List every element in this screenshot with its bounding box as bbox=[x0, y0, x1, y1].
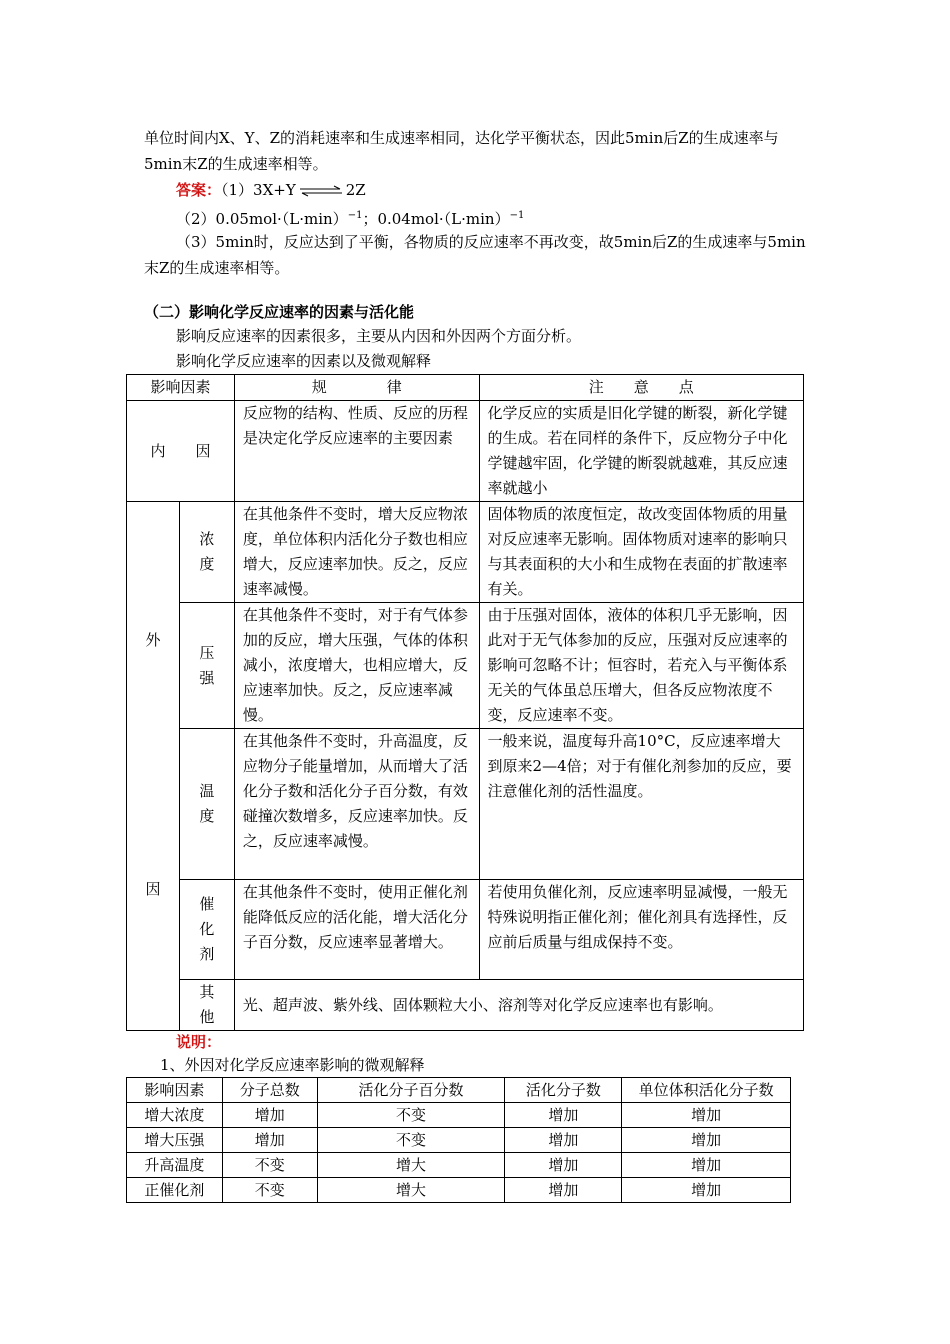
header-activated-percent: 活化分子百分数 bbox=[317, 1078, 505, 1103]
note-cell: 若使用负催化剂，反应速率明显减慢，一般无特殊说明指正催化剂；催化剂具有选择性，反应前后质量与组成保持不变。 bbox=[479, 880, 803, 980]
section-paragraph-1: 影响反应速率的因素很多，主要从内因和外因两个方面分析。 bbox=[176, 327, 582, 345]
rule-cell: 在其他条件不变时，使用正催化剂能降低反应的活化能，增大活化分子百分数，反应速率显著增大。 bbox=[234, 880, 479, 980]
table-cell: 增加 bbox=[622, 1178, 791, 1203]
table-cell: 不变 bbox=[317, 1103, 505, 1128]
factor-other bbox=[179, 980, 234, 1031]
factors-table bbox=[126, 374, 804, 1031]
inner-note: 化学反应的实质是旧化学键的断裂，新化学键的生成。若在同样的条件下，反应物分子中化学键越牢固，化学键的断裂就越难，其反应速率就越小 bbox=[479, 401, 803, 502]
table-cell: 增加 bbox=[505, 1178, 622, 1203]
header-factor: 影响因素 bbox=[127, 375, 235, 401]
section-heading: （二）影响化学反应速率的因素与活化能 bbox=[144, 303, 415, 321]
factor-pressure bbox=[179, 603, 234, 729]
table-cell: 增加 bbox=[622, 1153, 791, 1178]
table-row bbox=[127, 1178, 791, 1203]
header-activated-count: 活化分子数 bbox=[505, 1078, 622, 1103]
table-cell: 升高温度 bbox=[127, 1153, 223, 1178]
table-row bbox=[127, 880, 804, 980]
answer-label: 答案： bbox=[176, 181, 222, 199]
table-row-inner bbox=[127, 401, 804, 502]
factor-concentration bbox=[179, 502, 234, 603]
table-cell: 正催化剂 bbox=[127, 1178, 223, 1203]
note-cell: 固体物质的浓度恒定，故改变固体物质的用量对反应速率无影响。固体物质对速率的影响只与其表面积的大小和生成物在表面的扩散速率有关。 bbox=[479, 502, 803, 603]
outer-label-top: 外 bbox=[145, 631, 161, 649]
answer-rate-x-exponent: −1 bbox=[347, 210, 363, 221]
factor-temperature bbox=[179, 729, 234, 880]
rule-cell: 在其他条件不变时，升高温度，反应物分子能量增加，从而增大了活化分子数和活化分子百分数，有效碰撞次数增多，反应速率加快。反之，反应速率减慢。 bbox=[234, 729, 479, 880]
header-rule: 规 律 bbox=[234, 375, 479, 401]
table-cell: 不变 bbox=[222, 1153, 317, 1178]
table-cell: 增加 bbox=[505, 1128, 622, 1153]
explain-label: 说明： bbox=[176, 1033, 222, 1051]
factor-label: 压强 bbox=[199, 643, 215, 687]
inner-factor-label: 内 因 bbox=[127, 401, 235, 502]
table-header-row bbox=[127, 375, 804, 401]
intro-paragraph: 单位时间内X、Y、Z的消耗速率和生成速率相同，达化学平衡状态，因此5min后Z的生成速率与5min末Z的生成速率相等。 bbox=[144, 129, 779, 173]
factor-label: 浓度 bbox=[199, 530, 215, 573]
table-header-row bbox=[127, 1078, 791, 1103]
table-cell: 增大 bbox=[317, 1178, 505, 1203]
note-cell: 一般来说，温度每升高10°C，反应速率增大到原来2—4倍；对于有催化剂参加的反应，要注意催化剂的活性温度。 bbox=[479, 729, 803, 880]
table-row bbox=[127, 729, 804, 880]
note-cell: 由于压强对固体，液体的体积几乎无影响，因此对于无气体参加的反应，压强对反应速率的影响可忽略不计；恒容时，若充入与平衡体系无关的气体虽总压增大，但各反应物浓度不变，反应速率不变。 bbox=[479, 603, 803, 729]
table-cell: 增大 bbox=[317, 1153, 505, 1178]
answer-line-3: （3）5min时，反应达到了平衡，各物质的反应速率不再改变，故5min后Z的生成速率与5min末Z的生成速率相等。 bbox=[144, 233, 806, 277]
table-row bbox=[127, 603, 804, 729]
answer-line-2 bbox=[144, 203, 812, 232]
table-cell: 不变 bbox=[317, 1128, 505, 1153]
inner-rule: 反应物的结构、性质、反应的历程是决定化学反应速率的主要因素 bbox=[234, 401, 479, 502]
factor-label: 其他 bbox=[199, 983, 215, 1026]
table-cell: 增加 bbox=[505, 1103, 622, 1128]
table-cell: 不变 bbox=[222, 1178, 317, 1203]
table-cell: 增加 bbox=[622, 1128, 791, 1153]
answer-equation-right: 2Z bbox=[345, 181, 366, 199]
table-row bbox=[127, 1103, 791, 1128]
rule-cell: 在其他条件不变时，增大反应物浓度，单位体积内活化分子数也相应增大，反应速率加快。反之，反应速率减慢。 bbox=[234, 502, 479, 603]
outer-label-bottom: 因 bbox=[145, 880, 161, 898]
header-note: 注 意 点 bbox=[479, 375, 803, 401]
table-caption: 影响化学反应速率的因素以及微观解释 bbox=[176, 352, 432, 370]
answer-equation-left: （1）3X+Y bbox=[221, 181, 296, 199]
header-total-molecules: 分子总数 bbox=[222, 1078, 317, 1103]
answer-rate-x: （2）0.05mol·（L·min） bbox=[176, 210, 348, 228]
table-cell: 增大浓度 bbox=[127, 1103, 223, 1128]
factor-catalyst bbox=[179, 880, 234, 980]
table-cell: 增加 bbox=[222, 1128, 317, 1153]
equilibrium-arrow-icon bbox=[298, 185, 344, 197]
table-cell: 增加 bbox=[505, 1153, 622, 1178]
answer-line-1 bbox=[144, 177, 812, 203]
micro-explanation-table bbox=[126, 1077, 791, 1203]
answer-rate-y: ；0.04mol·（L·min） bbox=[362, 210, 510, 228]
factor-label: 催化剂 bbox=[199, 895, 215, 963]
table-row bbox=[127, 502, 804, 603]
header-activated-per-volume: 单位体积活化分子数 bbox=[622, 1078, 791, 1103]
table-row bbox=[127, 980, 804, 1031]
explain-subtitle: 1、外因对化学反应速率影响的微观解释 bbox=[160, 1056, 425, 1074]
outer-factor-cell bbox=[127, 502, 180, 1031]
rule-cell-other: 光、超声波、紫外线、固体颗粒大小、溶剂等对化学反应速率也有影响。 bbox=[234, 980, 803, 1031]
answer-rate-y-exponent: −1 bbox=[509, 210, 525, 221]
factor-label: 温度 bbox=[199, 782, 215, 825]
table-cell: 增大压强 bbox=[127, 1128, 223, 1153]
table-row bbox=[127, 1128, 791, 1153]
table-cell: 增加 bbox=[622, 1103, 791, 1128]
header-factor: 影响因素 bbox=[127, 1078, 223, 1103]
table-row bbox=[127, 1153, 791, 1178]
rule-cell: 在其他条件不变时，对于有气体参加的反应，增大压强，气体的体积减小，浓度增大，也相应增大，反应速率加快。反之，反应速率减慢。 bbox=[234, 603, 479, 729]
table-cell: 增加 bbox=[222, 1103, 317, 1128]
